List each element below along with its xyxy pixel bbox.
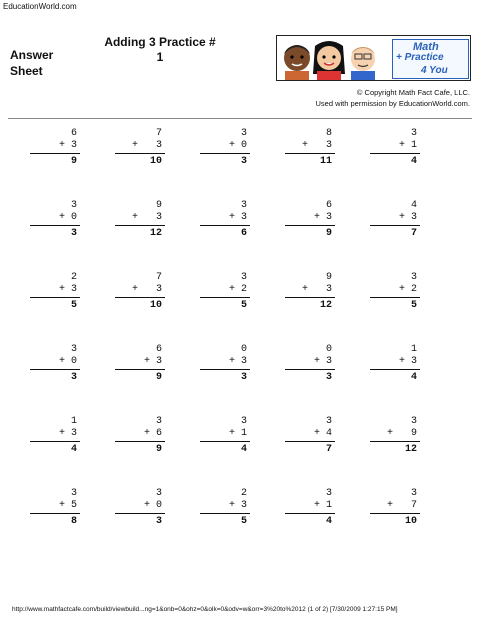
sum-answer: 6	[240, 228, 247, 239]
addend-bottom: + 3	[370, 212, 420, 226]
addend-top: 3	[70, 488, 77, 499]
addition-problem	[115, 128, 165, 168]
addend-top: 3	[325, 416, 332, 427]
addend-bottom: + 3	[200, 500, 250, 514]
addition-problem	[370, 488, 420, 528]
addend-top: 1	[410, 344, 417, 355]
addend-bottom: + 0	[30, 212, 80, 226]
addition-problem	[285, 272, 335, 312]
addition-problem	[370, 272, 420, 312]
addition-problem	[285, 416, 335, 456]
addition-problem	[200, 200, 250, 240]
addend-bottom: + 7	[370, 500, 420, 514]
sum-answer: 3	[240, 156, 247, 167]
addition-problem	[30, 200, 80, 240]
addend-top: 9	[155, 200, 162, 211]
addition-problem	[370, 416, 420, 456]
addend-top: 8	[325, 128, 332, 139]
addend-bottom: + 3	[30, 284, 80, 298]
addend-bottom: + 2	[370, 284, 420, 298]
addend-bottom: + 3	[30, 428, 80, 442]
addition-problem	[370, 200, 420, 240]
addition-problem	[200, 272, 250, 312]
addend-top: 9	[325, 272, 332, 283]
addend-bottom: + 3	[285, 140, 335, 154]
logo-practice-text: + Practice	[396, 52, 444, 63]
kids-illustration-icon	[277, 36, 392, 80]
logo-card	[392, 39, 469, 79]
sum-answer: 3	[325, 372, 332, 383]
addition-problem	[115, 416, 165, 456]
logo-math-text: Math	[413, 41, 439, 53]
addend-bottom: + 2	[200, 284, 250, 298]
sum-answer: 5	[410, 300, 417, 311]
addend-bottom: + 5	[30, 500, 80, 514]
addition-problem	[30, 272, 80, 312]
addend-top: 2	[70, 272, 77, 283]
addend-top: 3	[410, 272, 417, 283]
addition-problem	[285, 128, 335, 168]
addend-top: 3	[155, 488, 162, 499]
addend-bottom: + 3	[115, 212, 165, 226]
addend-bottom: + 0	[30, 356, 80, 370]
addend-top: 3	[240, 200, 247, 211]
addition-problem	[370, 128, 420, 168]
addition-problem	[285, 488, 335, 528]
addend-top: 6	[155, 344, 162, 355]
sum-answer: 12	[404, 444, 417, 455]
sum-answer: 4	[410, 156, 417, 167]
addend-top: 2	[240, 488, 247, 499]
addend-bottom: + 9	[370, 428, 420, 442]
addend-bottom: + 1	[200, 428, 250, 442]
answer-sheet-label: Answer Sheet	[10, 48, 54, 78]
addition-problem	[30, 416, 80, 456]
addend-bottom: + 3	[200, 212, 250, 226]
sum-answer: 10	[404, 516, 417, 527]
addition-problem	[30, 128, 80, 168]
header-divider	[8, 118, 472, 119]
addend-bottom: + 3	[285, 212, 335, 226]
page-title: Adding 3 Practice # 1	[104, 35, 216, 64]
addition-problem	[285, 344, 335, 384]
addition-problem	[200, 488, 250, 528]
addend-top: 3	[410, 488, 417, 499]
addend-top: 3	[240, 128, 247, 139]
addition-problem	[370, 344, 420, 384]
sum-answer: 4	[325, 516, 332, 527]
addend-top: 4	[410, 200, 417, 211]
sum-answer: 7	[325, 444, 332, 455]
permission-line: Used with permission by EducationWorld.com.	[315, 99, 470, 108]
addition-problem	[115, 200, 165, 240]
sum-answer: 3	[70, 372, 77, 383]
addition-problem	[200, 128, 250, 168]
addend-bottom: + 3	[115, 284, 165, 298]
addend-top: 7	[155, 272, 162, 283]
addend-bottom: + 0	[115, 500, 165, 514]
addition-problem	[285, 200, 335, 240]
logo-4you-text: 4 You	[421, 65, 448, 76]
addend-top: 3	[240, 272, 247, 283]
sum-answer: 12	[149, 228, 162, 239]
sum-answer: 5	[70, 300, 77, 311]
addition-problem	[115, 344, 165, 384]
addend-top: 1	[70, 416, 77, 427]
addend-top: 3	[155, 416, 162, 427]
addend-top: 3	[410, 128, 417, 139]
sum-answer: 5	[240, 516, 247, 527]
addition-problem	[200, 344, 250, 384]
site-name: EducationWorld.com	[3, 2, 77, 11]
addend-bottom: + 3	[370, 356, 420, 370]
copyright-line: © Copyright Math Fact Cafe, LLC.	[356, 88, 470, 97]
addition-problem	[200, 416, 250, 456]
addend-bottom: + 4	[285, 428, 335, 442]
addend-bottom: + 3	[115, 356, 165, 370]
addend-top: 7	[155, 128, 162, 139]
addend-top: 3	[410, 416, 417, 427]
addend-bottom: + 1	[285, 500, 335, 514]
sum-answer: 8	[70, 516, 77, 527]
addend-top: 3	[240, 416, 247, 427]
sum-answer: 3	[240, 372, 247, 383]
sum-answer: 9	[325, 228, 332, 239]
sum-answer: 10	[149, 300, 162, 311]
addend-top: 3	[325, 488, 332, 499]
addend-top: 6	[70, 128, 77, 139]
addend-bottom: + 0	[200, 140, 250, 154]
addend-top: 0	[325, 344, 332, 355]
sum-answer: 11	[319, 156, 332, 167]
addend-top: 3	[70, 200, 77, 211]
sum-answer: 4	[410, 372, 417, 383]
addend-bottom: + 3	[30, 140, 80, 154]
sum-answer: 12	[319, 300, 332, 311]
addend-bottom: + 3	[115, 140, 165, 154]
math-practice-logo	[276, 35, 471, 81]
addend-top: 3	[70, 344, 77, 355]
addend-bottom: + 1	[370, 140, 420, 154]
addend-top: 6	[325, 200, 332, 211]
copyright-notice	[315, 87, 470, 109]
addition-problem	[115, 488, 165, 528]
sum-answer: 10	[149, 156, 162, 167]
addend-bottom: + 3	[200, 356, 250, 370]
addition-problem	[115, 272, 165, 312]
page-footer-url: http://www.mathfactcafe.com/build/viewbuild...ng=1&onb=0&ohz=0&olk=0&odv=w&orr=3%20to%2012 (1 of 2) [7/30/2009 1:27:15 PM]	[12, 606, 398, 613]
sum-answer: 9	[155, 444, 162, 455]
sum-answer: 5	[240, 300, 247, 311]
sum-answer: 4	[70, 444, 77, 455]
sum-answer: 9	[70, 156, 77, 167]
addend-top: 0	[240, 344, 247, 355]
sum-answer: 4	[240, 444, 247, 455]
addition-problem	[30, 488, 80, 528]
addition-problem	[30, 344, 80, 384]
sum-answer: 3	[155, 516, 162, 527]
sum-answer: 9	[155, 372, 162, 383]
sum-answer: 3	[70, 228, 77, 239]
addend-bottom: + 3	[285, 284, 335, 298]
addend-bottom: + 6	[115, 428, 165, 442]
addend-bottom: + 3	[285, 356, 335, 370]
sum-answer: 7	[410, 228, 417, 239]
